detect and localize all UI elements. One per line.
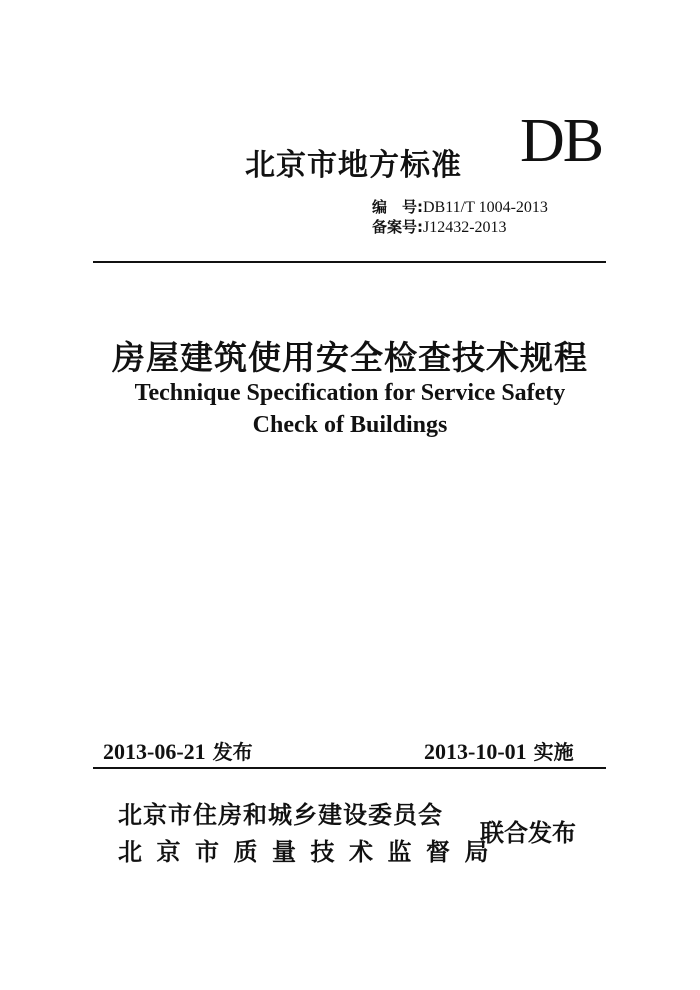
title-chinese: 房屋建筑使用安全检查技术规程 — [112, 338, 588, 377]
issue-date-value: 2013-06-21 — [103, 739, 206, 764]
top-divider — [93, 261, 606, 263]
standard-number-label: 编 号: — [372, 198, 423, 216]
title-english-line2: Check of Buildings — [252, 412, 448, 438]
issue-date — [103, 736, 253, 765]
title-english-line1: Technique Specification for Service Safety — [134, 380, 566, 406]
standard-category: 北京市地方标准 — [245, 148, 462, 183]
effective-date-value: 2013-10-01 — [424, 739, 527, 764]
standard-number — [372, 196, 548, 217]
record-number-value: J12432-2013 — [423, 219, 507, 236]
standard-code-logo: DB — [520, 107, 603, 175]
record-number-label: 备案号: — [372, 218, 423, 236]
record-number — [372, 216, 507, 237]
bottom-divider — [93, 767, 606, 769]
joint-issue-label: 联合发布 — [480, 819, 576, 847]
issue-date-word: 发布 — [205, 740, 253, 764]
standard-number-value: DB11/T 1004-2013 — [423, 199, 548, 216]
effective-date-word: 实施 — [526, 740, 574, 764]
issuer-quality-bureau: 北京市质量技术监督局 — [118, 838, 503, 866]
issuer-housing-commission: 北京市住房和城乡建设委员会 — [118, 801, 443, 829]
effective-date — [424, 736, 574, 765]
